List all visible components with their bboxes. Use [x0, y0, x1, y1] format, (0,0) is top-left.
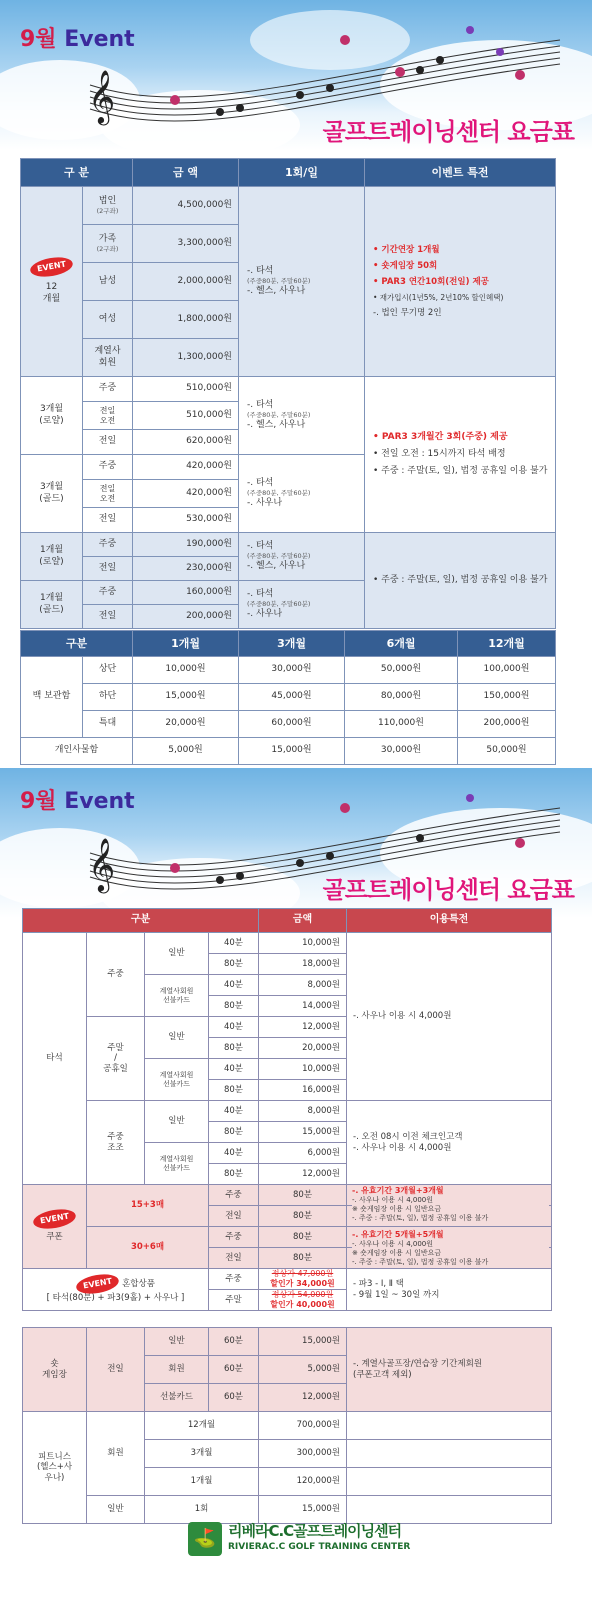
table-cell: 40분	[209, 1059, 259, 1080]
table-cell: 5,000원	[259, 1356, 347, 1384]
row-label: 상단	[83, 657, 133, 684]
header-12months: 12개월	[458, 631, 556, 657]
locker-price-table	[20, 630, 556, 765]
header-per-day: 1회/일	[239, 159, 365, 187]
table-cell: 30+6매	[87, 1227, 209, 1269]
price-cell: 230,000원	[133, 557, 239, 581]
usage-cell: -. 타석 (주중80분, 주말60분) -. 헬스, 사우나	[239, 533, 365, 581]
price-cell: 1,300,000원	[133, 339, 239, 377]
svg-text:𝄞: 𝄞	[88, 837, 116, 891]
row-label: 주중	[83, 377, 133, 402]
table-cell: 300,000원	[259, 1440, 347, 1468]
table-cell: - 파3 - Ⅰ, Ⅱ 택 - 9월 1일 ~ 30일 까지	[347, 1269, 552, 1311]
table-cell: 40분	[209, 1143, 259, 1164]
price-cell: 420,000원	[133, 455, 239, 480]
table-cell: 40분	[209, 933, 259, 954]
table-cell: 40분	[209, 1017, 259, 1038]
table-cell: 계열사회원 선불카드	[145, 1059, 209, 1101]
table-cell: 12,000원	[259, 1017, 347, 1038]
weekend-label: 주말 / 공휴일	[87, 1017, 145, 1101]
header-price: 금액	[259, 909, 347, 933]
table-cell	[347, 1440, 552, 1468]
table-cell: 60분	[209, 1384, 259, 1412]
price-cell: 510,000원	[133, 402, 239, 430]
header-benefit: 이벤트 특전	[365, 159, 556, 187]
bag-locker-label: 백 보관함	[21, 657, 83, 738]
header-benefit: 이용특전	[347, 909, 552, 933]
table-cell: 12개월	[145, 1412, 259, 1440]
group-3months-royal: 3개월 (로얄)	[21, 377, 83, 455]
header-category: 구분	[21, 631, 133, 657]
table-cell: 5,000원	[133, 738, 239, 765]
table-cell: 45,000원	[239, 684, 345, 711]
table-cell: 80분	[209, 1122, 259, 1143]
table-cell: 60분	[209, 1328, 259, 1356]
table-cell: 계열사회원 선불카드	[145, 1143, 209, 1185]
usage-cell: -. 타석 (주중80분, 주말60분) -. 헬스, 사우나	[239, 377, 365, 455]
table-cell: 30,000원	[345, 738, 458, 765]
row-label: 계열사 회원	[83, 339, 133, 377]
golfer-logo-icon: ⛳	[188, 1522, 222, 1556]
fitness-label: 피트니스 (헬스+사 우나)	[23, 1412, 87, 1524]
row-label: 주중	[83, 455, 133, 480]
membership-price-table	[20, 158, 556, 629]
table-cell: 전일	[209, 1206, 259, 1227]
table-cell: 15,000원	[259, 1496, 347, 1524]
table-cell: 회원	[87, 1412, 145, 1496]
table-cell: 10,000원	[133, 657, 239, 684]
table-cell: 8,000원	[259, 975, 347, 996]
table-cell: 일반	[145, 1101, 209, 1143]
table-cell: 20,000원	[259, 1038, 347, 1059]
table-cell: 정상가 54,000원 할인가 40,000원	[259, 1290, 347, 1311]
table-cell: 40분	[209, 975, 259, 996]
group-1month-royal: 1개월 (로얄)	[21, 533, 83, 581]
sauna-note: -. 사우나 이용 시 4,000원	[347, 933, 552, 1101]
table-cell: 회원	[145, 1356, 209, 1384]
hero-banner-2	[0, 768, 592, 918]
hero-banner	[0, 0, 592, 150]
table-cell: 전일	[209, 1248, 259, 1269]
price-cell: 200,000원	[133, 605, 239, 629]
table-cell: 14,000원	[259, 996, 347, 1017]
table-cell: -. 계열사골프장/연습장 기간제회원 (쿠폰고객 제외)	[347, 1328, 552, 1412]
table-cell: 50,000원	[345, 657, 458, 684]
page-title: 골프트레이닝센터 요금표	[322, 118, 574, 146]
table-cell: 80분	[259, 1227, 347, 1248]
benefit-cell: • 주중 : 주말(토, 일), 법정 공휴일 이용 불가	[365, 533, 556, 629]
header-category: 구 분	[21, 159, 133, 187]
page-title: 골프트레이닝센터 요금표	[322, 876, 574, 904]
table-cell: 3개월	[145, 1440, 259, 1468]
footer-logo	[188, 1518, 438, 1562]
table-cell: 50,000원	[458, 738, 556, 765]
brand-name: 리베라C.C골프트레이닝센터	[228, 1522, 402, 1540]
early-note: -. 오전 08시 이전 체크인고객 -. 사우나 이용 시 4,000원	[347, 1101, 552, 1185]
table-cell: 10,000원	[259, 933, 347, 954]
table-cell: 110,000원	[345, 711, 458, 738]
row-label: 주중	[83, 581, 133, 605]
table-cell: 주말	[209, 1290, 259, 1311]
table-cell: 주중	[209, 1227, 259, 1248]
table-cell: 80분	[209, 1164, 259, 1185]
event-heading: 9월 Event	[20, 27, 135, 52]
price-cell: 420,000원	[133, 480, 239, 508]
table-cell: 18,000원	[259, 954, 347, 975]
price-cell: 1,800,000원	[133, 301, 239, 339]
price-cell: 510,000원	[133, 377, 239, 402]
price-cell: 530,000원	[133, 508, 239, 533]
table-cell: 700,000원	[259, 1412, 347, 1440]
price-cell: 2,000,000원	[133, 263, 239, 301]
table-cell: 150,000원	[458, 684, 556, 711]
brand-name-en: RIVIERAC.C GOLF TRAINING CENTER	[228, 1542, 411, 1552]
row-label: 남성	[83, 263, 133, 301]
table-cell: 60분	[209, 1356, 259, 1384]
table-cell: 일반	[145, 1017, 209, 1059]
table-cell	[347, 1468, 552, 1496]
table-cell: 80분	[259, 1185, 347, 1206]
table-cell: 12,000원	[259, 1384, 347, 1412]
table-cell: 15,000원	[133, 684, 239, 711]
table-cell: 1회	[145, 1496, 259, 1524]
table-cell: 주중	[209, 1269, 259, 1290]
row-label: 주중	[83, 533, 133, 557]
row-label: 전일 오전	[83, 480, 133, 508]
table-cell: 80분	[209, 1038, 259, 1059]
early-label: 주중 조조	[87, 1101, 145, 1185]
table-cell: 30,000원	[239, 657, 345, 684]
usage-cell: -. 타석 (주중80분, 주말60분) -. 사우나	[239, 455, 365, 533]
table-cell: 일반	[87, 1496, 145, 1524]
shortgame-label: 숏 게임장	[23, 1328, 87, 1412]
event-heading: 9월 Event	[20, 789, 135, 814]
table-cell: 1개월	[145, 1468, 259, 1496]
table-cell: 6,000원	[259, 1143, 347, 1164]
row-label: 전일	[83, 430, 133, 455]
row-label: 법인 (2구좌)	[83, 187, 133, 225]
coupon-note-2: -. 유효기간 5개월+5개월 -. 사우나 이용 시 4,000원 ※ 숏게임장 이용 시 일반요금 -. 주중 : 주말(토, 일), 법정 공휴일 이용 불가	[352, 1230, 549, 1266]
table-cell: 12,000원	[259, 1164, 347, 1185]
price-cell: 190,000원	[133, 533, 239, 557]
tasuk-label: 타석	[23, 933, 87, 1185]
header-3months: 3개월	[239, 631, 345, 657]
benefit-cell: • 기간연장 1개월 • 숏게임장 50회 • PAR3 연간10회(전일) 제공 • 재가입시(1년5%, 2년10% 할인혜택) -. 법인 무기명 2인	[365, 187, 556, 377]
table-cell: 15,000원	[259, 1122, 347, 1143]
table-cell: 15,000원	[239, 738, 345, 765]
table-cell: 일반	[145, 933, 209, 975]
row-label: 하단	[83, 684, 133, 711]
row-label: 전일	[83, 605, 133, 629]
price-cell: 3,300,000원	[133, 225, 239, 263]
group-12months: EVENT 12 개월	[21, 187, 83, 377]
table-cell: 일반	[145, 1328, 209, 1356]
event-badge: EVENT	[29, 255, 75, 280]
price-cell: 160,000원	[133, 581, 239, 605]
table-cell: 선불카드	[145, 1384, 209, 1412]
table-cell: 정상가 47,000원 할인가 34,000원	[259, 1269, 347, 1290]
price-cell: 4,500,000원	[133, 187, 239, 225]
price-cell: 620,000원	[133, 430, 239, 455]
table-cell: 8,000원	[259, 1101, 347, 1122]
header-price: 금 액	[133, 159, 239, 187]
row-label: 전일 오전	[83, 402, 133, 430]
table-cell: 15,000원	[259, 1328, 347, 1356]
table-cell: 계열사회원 선불카드	[145, 975, 209, 1017]
usage-cell: -. 타석 (주중80분, 주말60분) -. 사우나	[239, 581, 365, 629]
table-cell: 전일	[87, 1328, 145, 1412]
row-label: 가족 (2구좌)	[83, 225, 133, 263]
table-cell: 80분	[209, 954, 259, 975]
header-6months: 6개월	[345, 631, 458, 657]
table-cell: 80분	[209, 1080, 259, 1101]
table-cell: 15+3매	[87, 1185, 209, 1227]
table-cell: 40분	[209, 1101, 259, 1122]
combo-label: EVENT 혼합상품 [ 타석(80분) + 파3(9홀) + 사우나 ]	[23, 1269, 209, 1311]
table-cell: 80분	[259, 1248, 347, 1269]
table-cell: 80,000원	[345, 684, 458, 711]
row-label: 전일	[83, 508, 133, 533]
weekday-label: 주중	[87, 933, 145, 1017]
table-cell: 80분	[209, 996, 259, 1017]
table-cell: 120,000원	[259, 1468, 347, 1496]
row-label: 여성	[83, 301, 133, 339]
table-cell	[347, 1412, 552, 1440]
coupon-note-1: -. 유효기간 3개월+3개월 -. 사우나 이용 시 4,000원 ※ 숏게임장 이용 시 일반요금 -. 주중 : 주말(토, 일), 법정 공휴일 이용 불가	[352, 1186, 549, 1222]
table-cell: 60,000원	[239, 711, 345, 738]
coupon-label: EVENT 쿠폰	[23, 1185, 87, 1269]
table-cell: 200,000원	[458, 711, 556, 738]
personal-locker-label: 개인사물함	[21, 738, 133, 765]
usage-cell: -. 타석 (주중80분, 주말60분) -. 헬스, 사우나	[239, 187, 365, 377]
table-cell: 100,000원	[458, 657, 556, 684]
group-1month-gold: 1개월 (골드)	[21, 581, 83, 629]
table-cell: 주중	[209, 1185, 259, 1206]
shortgame-fitness-table	[22, 1327, 552, 1524]
row-label: 특대	[83, 711, 133, 738]
benefit-cell: • PAR3 3개월간 3회(주중) 제공 • 전일 오전 : 15시까지 타석 배정 • 주중 : 주말(토, 일), 법정 공휴일 이용 불가	[365, 377, 556, 533]
table-cell: 10,000원	[259, 1059, 347, 1080]
header-category: 구분	[23, 909, 259, 933]
header-1month: 1개월	[133, 631, 239, 657]
table-cell: 80분	[259, 1206, 347, 1227]
svg-text:𝄞: 𝄞	[88, 69, 116, 123]
table-cell: 20,000원	[133, 711, 239, 738]
table-cell: 16,000원	[259, 1080, 347, 1101]
row-label: 전일	[83, 557, 133, 581]
group-3months-gold: 3개월 (골드)	[21, 455, 83, 533]
